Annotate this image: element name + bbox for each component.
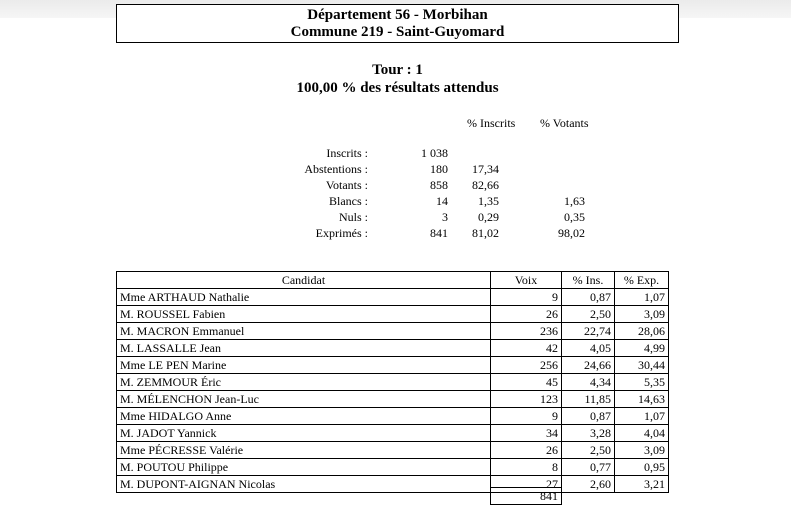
candidate-votes: 123 bbox=[491, 391, 562, 408]
candidate-name: Mme HIDALGO Anne bbox=[117, 408, 491, 425]
table-row bbox=[117, 476, 669, 493]
pct-votants-header: % Votants bbox=[540, 116, 589, 130]
stat-value: 14 bbox=[436, 194, 448, 208]
candidate-pct-exp: 30,44 bbox=[615, 357, 669, 374]
candidate-pct-ins: 24,66 bbox=[562, 357, 615, 374]
table-row bbox=[117, 340, 669, 357]
candidate-pct-ins: 0,87 bbox=[562, 408, 615, 425]
results-table bbox=[116, 271, 669, 493]
candidate-votes: 8 bbox=[491, 459, 562, 476]
candidate-votes: 256 bbox=[491, 357, 562, 374]
candidate-name: M. MACRON Emmanuel bbox=[117, 323, 491, 340]
candidate-name: M. ROUSSEL Fabien bbox=[117, 306, 491, 323]
candidate-pct-exp: 28,06 bbox=[615, 323, 669, 340]
header-voix: Voix bbox=[491, 272, 562, 289]
candidate-name: M. LASSALLE Jean bbox=[117, 340, 491, 357]
stat-pct-votants: 1,63 bbox=[564, 194, 585, 208]
table-row bbox=[117, 425, 669, 442]
stat-pct-inscrits: 81,02 bbox=[472, 226, 499, 240]
header-pct-exp: % Exp. bbox=[615, 272, 669, 289]
stat-pct-votants: 98,02 bbox=[558, 226, 585, 240]
table-row bbox=[117, 374, 669, 391]
candidate-name: M. JADOT Yannick bbox=[117, 425, 491, 442]
table-row bbox=[117, 306, 669, 323]
candidate-votes: 236 bbox=[491, 323, 562, 340]
table-row bbox=[117, 289, 669, 306]
candidate-votes: 27 bbox=[491, 476, 562, 493]
header-box bbox=[116, 4, 679, 43]
candidate-votes: 26 bbox=[491, 306, 562, 323]
table-header-row bbox=[117, 272, 669, 289]
candidate-votes: 42 bbox=[491, 340, 562, 357]
stat-label: Votants : bbox=[325, 178, 368, 192]
stat-row bbox=[0, 209, 700, 225]
stat-row bbox=[0, 225, 700, 241]
candidate-pct-exp: 1,07 bbox=[615, 408, 669, 425]
stat-row bbox=[0, 145, 700, 161]
stat-value: 3 bbox=[442, 210, 448, 224]
candidate-pct-ins: 4,34 bbox=[562, 374, 615, 391]
table-row bbox=[117, 459, 669, 476]
stat-row bbox=[0, 161, 700, 177]
stat-label: Inscrits : bbox=[326, 146, 368, 160]
stat-value: 858 bbox=[430, 178, 448, 192]
candidate-pct-exp: 14,63 bbox=[615, 391, 669, 408]
stat-label: Blancs : bbox=[329, 194, 368, 208]
candidate-pct-exp: 4,04 bbox=[615, 425, 669, 442]
candidate-pct-exp: 0,95 bbox=[615, 459, 669, 476]
results-expected: 100,00 % des résultats attendus bbox=[296, 80, 499, 96]
candidate-pct-exp: 3,09 bbox=[615, 442, 669, 459]
stat-value: 180 bbox=[430, 162, 448, 176]
tour-title: Tour : 1 bbox=[372, 62, 423, 78]
stat-pct-inscrits: 82,66 bbox=[472, 178, 499, 192]
candidate-pct-ins: 0,87 bbox=[562, 289, 615, 306]
candidate-pct-exp: 1,07 bbox=[615, 289, 669, 306]
candidate-pct-ins: 2,50 bbox=[562, 442, 615, 459]
candidate-name: Mme LE PEN Marine bbox=[117, 357, 491, 374]
candidate-name: Mme ARTHAUD Nathalie bbox=[117, 289, 491, 306]
table-row bbox=[117, 391, 669, 408]
candidate-pct-ins: 3,28 bbox=[562, 425, 615, 442]
candidate-votes: 45 bbox=[491, 374, 562, 391]
candidate-name: M. DUPONT-AIGNAN Nicolas bbox=[117, 476, 491, 493]
stats-block bbox=[0, 145, 791, 245]
stat-value: 841 bbox=[430, 226, 448, 240]
candidate-pct-ins: 0,77 bbox=[562, 459, 615, 476]
candidate-pct-exp: 5,35 bbox=[615, 374, 669, 391]
department-title: Département 56 - Morbihan bbox=[307, 7, 488, 23]
candidate-votes: 26 bbox=[491, 442, 562, 459]
table-row bbox=[117, 357, 669, 374]
candidate-pct-ins: 4,05 bbox=[562, 340, 615, 357]
stat-pct-votants: 0,35 bbox=[564, 210, 585, 224]
candidate-name: Mme PÉCRESSE Valérie bbox=[117, 442, 491, 459]
candidate-votes: 9 bbox=[491, 289, 562, 306]
table-row bbox=[117, 323, 669, 340]
stat-pct-inscrits: 0,29 bbox=[478, 210, 499, 224]
table-row bbox=[117, 408, 669, 425]
stat-label: Abstentions : bbox=[304, 162, 368, 176]
candidate-pct-ins: 2,60 bbox=[562, 476, 615, 493]
candidate-pct-ins: 22,74 bbox=[562, 323, 615, 340]
stat-label: Nuls : bbox=[338, 210, 368, 224]
candidate-pct-exp: 4,99 bbox=[615, 340, 669, 357]
candidate-name: M. ZEMMOUR Éric bbox=[117, 374, 491, 391]
candidate-votes: 34 bbox=[491, 425, 562, 442]
total-votes: 841 bbox=[490, 487, 562, 505]
candidate-name: M. POUTOU Philippe bbox=[117, 459, 491, 476]
candidate-name: M. MÉLENCHON Jean-Luc bbox=[117, 391, 491, 408]
header-candidat: Candidat bbox=[117, 272, 491, 289]
stat-value: 1 038 bbox=[421, 146, 448, 160]
stat-pct-inscrits: 17,34 bbox=[472, 162, 499, 176]
commune-title: Commune 219 - Saint-Guyomard bbox=[290, 24, 505, 40]
candidate-pct-exp: 3,21 bbox=[615, 476, 669, 493]
header-pct-ins: % Ins. bbox=[562, 272, 615, 289]
stat-row bbox=[0, 177, 700, 193]
candidate-votes: 9 bbox=[491, 408, 562, 425]
pct-inscrits-header: % Inscrits bbox=[467, 116, 516, 130]
table-row bbox=[117, 442, 669, 459]
candidate-pct-ins: 2,50 bbox=[562, 306, 615, 323]
candidate-pct-ins: 11,85 bbox=[562, 391, 615, 408]
stat-label: Exprimés : bbox=[315, 226, 368, 240]
candidate-pct-exp: 3,09 bbox=[615, 306, 669, 323]
stat-pct-inscrits: 1,35 bbox=[478, 194, 499, 208]
stat-row bbox=[0, 193, 700, 209]
